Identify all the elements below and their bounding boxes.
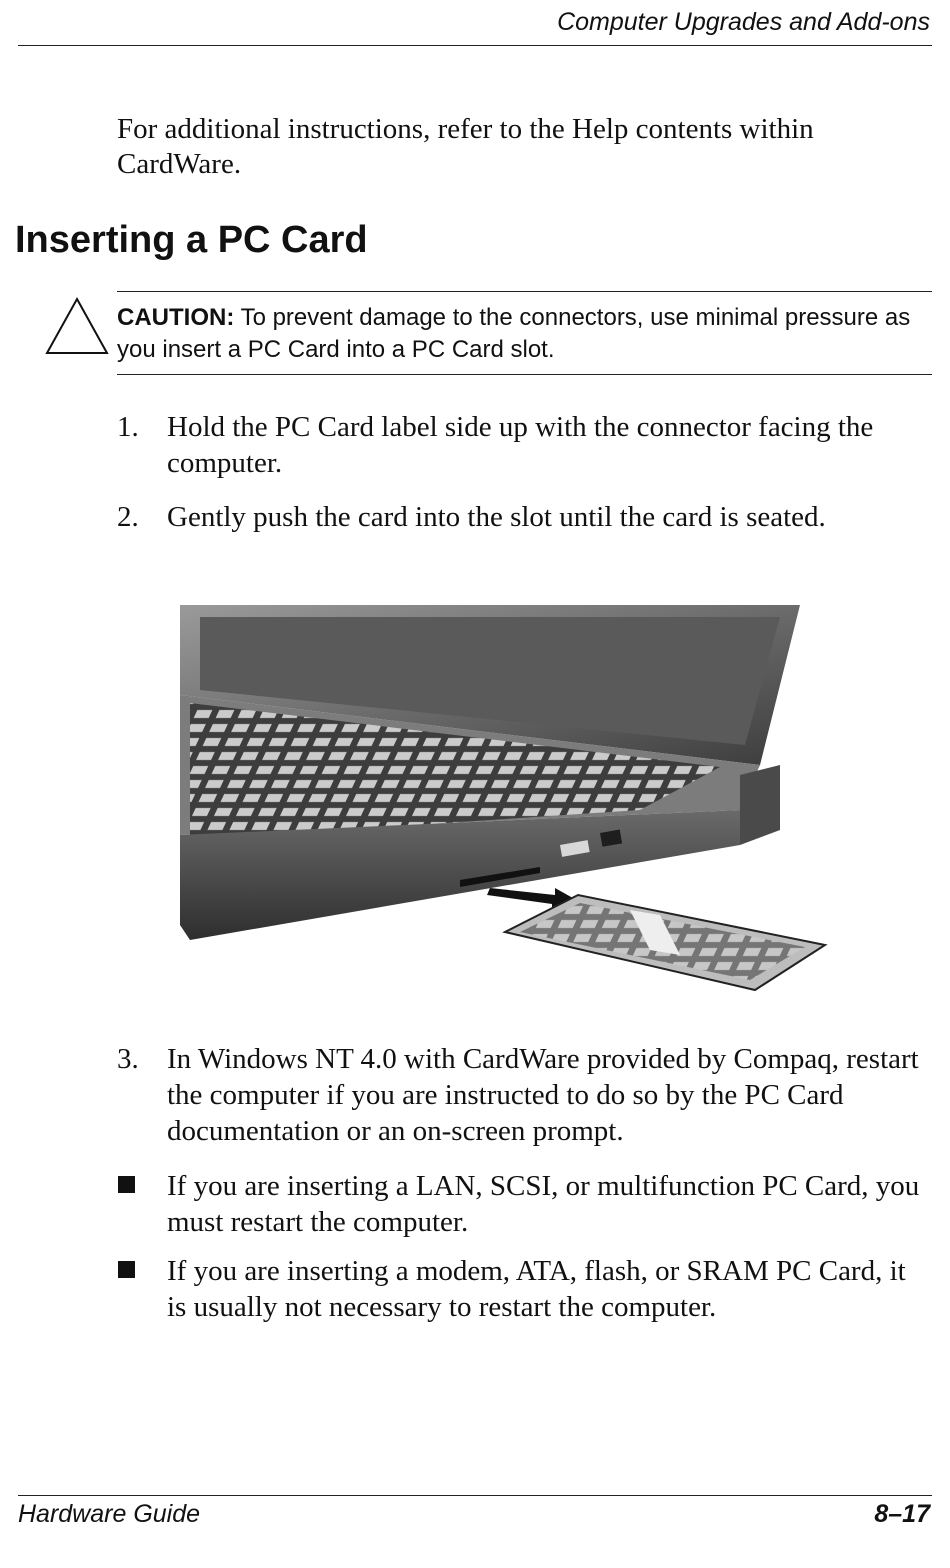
- step-number: 3.: [117, 1043, 139, 1075]
- step-number: 2.: [117, 501, 139, 533]
- caution-body: To prevent damage to the connectors, use minimal pressure as you insert a PC Card into a PC Card slot.: [117, 304, 911, 363]
- square-bullet-icon: [118, 1176, 135, 1193]
- step-text: Gently push the card into the slot until the card is seated.: [167, 501, 826, 533]
- caution-rule-bottom: [117, 374, 932, 375]
- caution-rule-top: [117, 291, 932, 292]
- section-heading: Inserting a PC Card: [15, 219, 368, 261]
- step-text: Hold the PC Card label side up with the connector facing the computer.: [167, 411, 874, 479]
- caution-triangle-icon: [44, 296, 110, 356]
- pc-card-insertion-illustration: [160, 595, 830, 995]
- step-number: 1.: [117, 411, 139, 443]
- caution-block: [117, 302, 917, 366]
- bullet-text: If you are inserting a modem, ATA, flash, or SRAM PC Card, it is usually not necessary to restart the computer.: [167, 1255, 906, 1323]
- step-text: In Windows NT 4.0 with CardWare provided by Compaq, restart the computer if you are instructed to do so by the PC Card documentation or an on-screen prompt.: [167, 1043, 919, 1147]
- header-rule: [18, 45, 932, 46]
- running-header: Computer Upgrades and Add-ons: [557, 8, 930, 36]
- caution-label: CAUTION:: [117, 304, 235, 331]
- intro-paragraph: For additional instructions, refer to the Help contents within CardWare.: [117, 113, 814, 180]
- footer-rule: [18, 1495, 932, 1496]
- page-number: 8–17: [874, 1500, 930, 1528]
- bullet-text: If you are inserting a LAN, SCSI, or multifunction PC Card, you must restart the computer.: [167, 1170, 920, 1238]
- square-bullet-icon: [118, 1261, 135, 1278]
- guide-title: Hardware Guide: [18, 1500, 201, 1528]
